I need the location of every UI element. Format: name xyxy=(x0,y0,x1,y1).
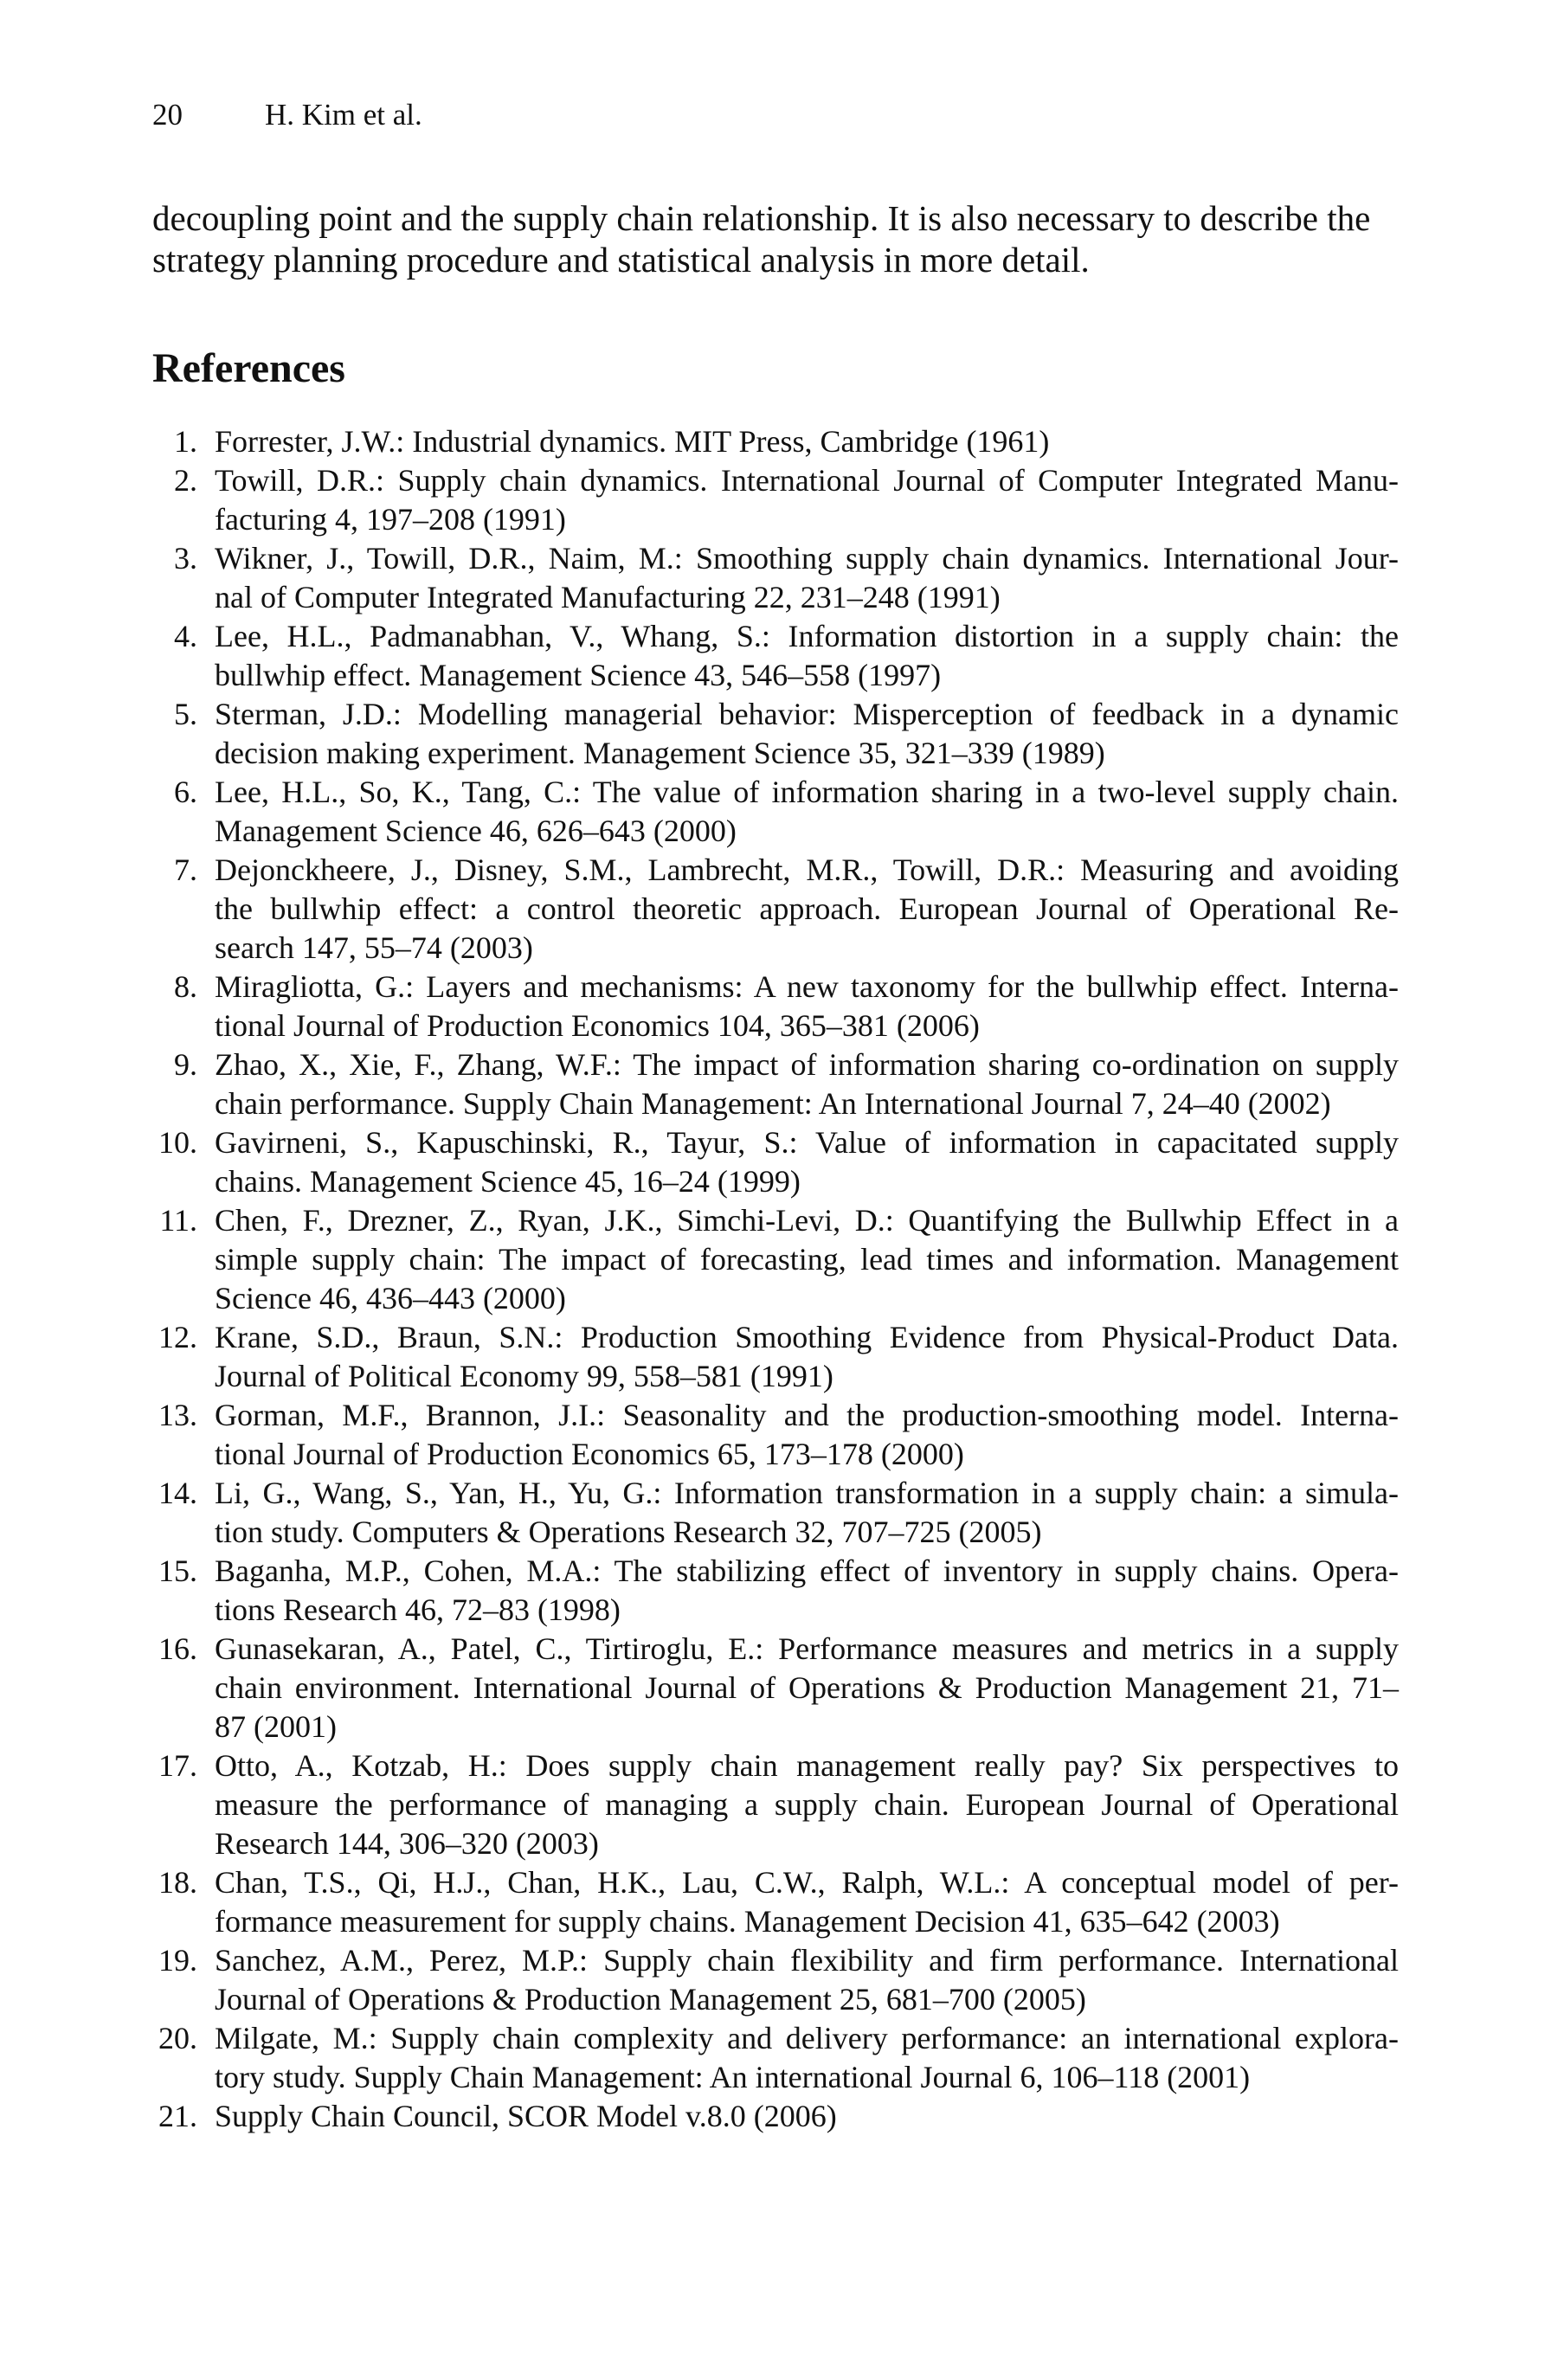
reference-line: Baganha, M.P., Cohen, M.A.: The stabilizing effect of inventory in supply chains. Opera- xyxy=(215,1553,1399,1588)
reference-line: Sterman, J.D.: Modelling managerial behavior: Misperception of feedback in a dynamic xyxy=(215,697,1399,731)
reference-item xyxy=(152,851,1399,968)
reference-number: 17. xyxy=(158,1748,197,1783)
reference-line: Towill, D.R.: Supply chain dynamics. International Journal of Computer Integrated Manu- xyxy=(215,463,1399,498)
reference-item xyxy=(152,461,1399,539)
reference-number: 8. xyxy=(174,969,197,1004)
reference-line: Management Science 46, 626–643 (2000) xyxy=(215,814,737,848)
reference-item xyxy=(152,1552,1399,1630)
reference-number: 6. xyxy=(174,775,197,809)
reference-line: Krane, S.D., Braun, S.N.: Production Smoothing Evidence from Physical-Product Data. xyxy=(215,1320,1399,1354)
reference-line: chain performance. Supply Chain Management: An International Journal 7, 24–40 (2002) xyxy=(215,1086,1331,1121)
reference-line: simple supply chain: The impact of forecasting, lead times and information. Management xyxy=(215,1242,1399,1277)
reference-line: Lee, H.L., So, K., Tang, C.: The value of information sharing in a two-level supply chain. xyxy=(215,775,1399,809)
reference-line: chains. Management Science 45, 16–24 (1999) xyxy=(215,1164,801,1199)
reference-item xyxy=(152,2019,1399,2097)
reference-line: measure the performance of managing a supply chain. European Journal of Operational xyxy=(215,1787,1399,1822)
reference-item xyxy=(152,539,1399,617)
reference-line: Dejonckheere, J., Disney, S.M., Lambrecht, M.R., Towill, D.R.: Measuring and avoiding xyxy=(215,852,1399,887)
reference-line: Supply Chain Council, SCOR Model v.8.0 (2006) xyxy=(215,2099,837,2133)
reference-item xyxy=(152,968,1399,1045)
reference-line: chain environment. International Journal of Operations & Production Management 21, 71– xyxy=(215,1670,1399,1705)
page-header xyxy=(152,97,422,133)
reference-item xyxy=(152,422,1399,461)
running-title: H. Kim et al. xyxy=(265,98,422,132)
reference-item xyxy=(152,695,1399,773)
reference-line: the bullwhip effect: a control theoretic approach. European Journal of Operational Re- xyxy=(215,891,1399,926)
reference-number: 14. xyxy=(158,1476,197,1510)
reference-line: nal of Computer Integrated Manufacturing 22, 231–248 (1991) xyxy=(215,580,1001,614)
reference-number: 15. xyxy=(158,1553,197,1588)
reference-line: Miragliotta, G.: Layers and mechanisms: A new taxonomy for the bullwhip effect. Interna- xyxy=(215,969,1399,1004)
reference-number: 5. xyxy=(174,697,197,731)
reference-line: Zhao, X., Xie, F., Zhang, W.F.: The impact of information sharing co-ordination on supply xyxy=(215,1047,1399,1082)
reference-line: search 147, 55–74 (2003) xyxy=(215,930,533,965)
references-heading: References xyxy=(152,345,345,391)
reference-line: Chan, T.S., Qi, H.J., Chan, H.K., Lau, C.W., Ralph, W.L.: A conceptual model of per- xyxy=(215,1865,1399,1900)
reference-item xyxy=(152,773,1399,851)
page-number: 20 xyxy=(152,98,183,132)
reference-item xyxy=(152,1396,1399,1474)
reference-line: Journal of Operations & Production Management 25, 681–700 (2005) xyxy=(215,1982,1086,2017)
reference-number: 19. xyxy=(158,1943,197,1978)
reference-number: 10. xyxy=(158,1125,197,1160)
reference-item xyxy=(152,1474,1399,1552)
reference-item xyxy=(152,1201,1399,1318)
reference-line: Gunasekaran, A., Patel, C., Tirtiroglu, E.: Performance measures and metrics in a supply xyxy=(215,1631,1399,1666)
intro-line: decoupling point and the supply chain relationship. It is also necessary to describe the xyxy=(152,198,1371,238)
reference-line: Wikner, J., Towill, D.R., Naim, M.: Smoothing supply chain dynamics. International Jour- xyxy=(215,541,1399,576)
reference-number: 3. xyxy=(174,541,197,576)
reference-item xyxy=(152,2097,1399,2136)
reference-number: 11. xyxy=(159,1203,197,1238)
reference-item xyxy=(152,1630,1399,1746)
reference-number: 7. xyxy=(174,852,197,887)
reference-line: formance measurement for supply chains. Management Decision 41, 635–642 (2003) xyxy=(215,1904,1280,1939)
reference-line: Chen, F., Drezner, Z., Ryan, J.K., Simchi-Levi, D.: Quantifying the Bullwhip Effect in a xyxy=(215,1203,1399,1238)
reference-item xyxy=(152,617,1399,695)
reference-line: Li, G., Wang, S., Yan, H., Yu, G.: Information transformation in a supply chain: a simula- xyxy=(215,1476,1399,1510)
reference-line: Otto, A., Kotzab, H.: Does supply chain management really pay? Six perspectives to xyxy=(215,1748,1399,1783)
reference-line: bullwhip effect. Management Science 43, 546–558 (1997) xyxy=(215,658,942,692)
reference-line: tional Journal of Production Economics 104, 365–381 (2006) xyxy=(215,1008,980,1043)
intro-line: strategy planning procedure and statistical analysis in more detail. xyxy=(152,240,1090,280)
reference-line: Research 144, 306–320 (2003) xyxy=(215,1826,599,1861)
reference-number: 1. xyxy=(174,424,197,459)
reference-item xyxy=(152,1318,1399,1396)
reference-number: 21. xyxy=(158,2099,197,2133)
reference-line: Forrester, J.W.: Industrial dynamics. MIT Press, Cambridge (1961) xyxy=(215,424,1050,459)
reference-list xyxy=(152,422,1399,2136)
reference-line: Lee, H.L., Padmanabhan, V., Whang, S.: Information distortion in a supply chain: the xyxy=(215,619,1399,653)
reference-line: Gorman, M.F., Brannon, J.I.: Seasonality and the production-smoothing model. Interna- xyxy=(215,1398,1399,1432)
reference-line: Science 46, 436–443 (2000) xyxy=(215,1281,566,1315)
reference-line: Journal of Political Economy 99, 558–581 (1991) xyxy=(215,1359,833,1393)
intro-paragraph xyxy=(152,197,1399,280)
reference-line: decision making experiment. Management Science 35, 321–339 (1989) xyxy=(215,736,1105,770)
reference-line: Gavirneni, S., Kapuschinski, R., Tayur, S.: Value of information in capacitated supply xyxy=(215,1125,1399,1160)
reference-number: 13. xyxy=(158,1398,197,1432)
reference-number: 4. xyxy=(174,619,197,653)
reference-line: tions Research 46, 72–83 (1998) xyxy=(215,1592,621,1627)
reference-line: tional Journal of Production Economics 65, 173–178 (2000) xyxy=(215,1437,964,1471)
reference-number: 20. xyxy=(158,2021,197,2055)
reference-line: Sanchez, A.M., Perez, M.P.: Supply chain flexibility and firm performance. International xyxy=(215,1943,1399,1978)
reference-item xyxy=(152,1123,1399,1201)
reference-number: 12. xyxy=(158,1320,197,1354)
reference-number: 18. xyxy=(158,1865,197,1900)
reference-number: 9. xyxy=(174,1047,197,1082)
reference-line: tion study. Computers & Operations Research 32, 707–725 (2005) xyxy=(215,1515,1042,1549)
reference-item xyxy=(152,1045,1399,1123)
reference-line: facturing 4, 197–208 (1991) xyxy=(215,502,566,537)
reference-item xyxy=(152,1863,1399,1941)
reference-item xyxy=(152,1746,1399,1863)
reference-number: 2. xyxy=(174,463,197,498)
reference-line: 87 (2001) xyxy=(215,1709,337,1744)
reference-item xyxy=(152,1941,1399,2019)
reference-line: Milgate, M.: Supply chain complexity and delivery performance: an international explora- xyxy=(215,2021,1399,2055)
reference-number: 16. xyxy=(158,1631,197,1666)
reference-line: tory study. Supply Chain Management: An international Journal 6, 106–118 (2001) xyxy=(215,2060,1251,2094)
